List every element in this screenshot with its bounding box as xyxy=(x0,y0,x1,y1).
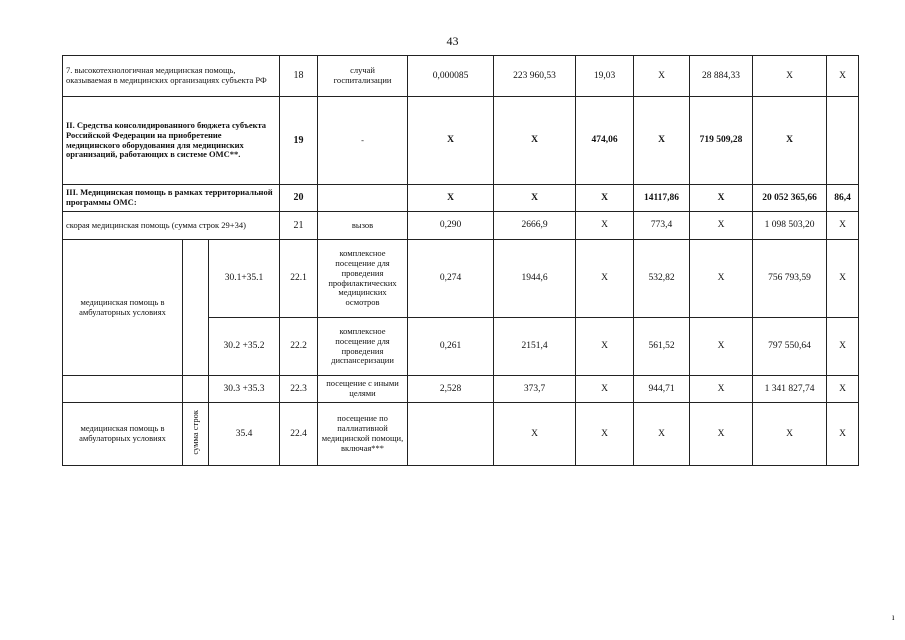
table-row xyxy=(63,97,859,185)
value-cell: 0,000085 xyxy=(408,56,494,97)
line-number: 22.4 xyxy=(280,403,318,466)
value-cell: X xyxy=(690,212,753,240)
value-cell: X xyxy=(690,376,753,403)
table-row xyxy=(63,240,859,318)
value-cell: X xyxy=(576,318,634,376)
value-cell: X xyxy=(827,56,859,97)
value-cell: X xyxy=(408,97,494,185)
value-cell: 2666,9 xyxy=(494,212,576,240)
value-cell: 944,71 xyxy=(634,376,690,403)
value-cell: 719 509,28 xyxy=(690,97,753,185)
sum-formula: 30.1+35.1 xyxy=(209,240,280,318)
unit-cell: - xyxy=(318,97,408,185)
row-name: медицинская помощь в амбулаторных условиях xyxy=(63,403,183,466)
empty-cell xyxy=(183,376,209,403)
value-cell: X xyxy=(827,318,859,376)
value-cell: 223 960,53 xyxy=(494,56,576,97)
value-cell: 14117,86 xyxy=(634,185,690,212)
unit-cell: вызов xyxy=(318,212,408,240)
empty-cell xyxy=(183,240,209,376)
value-cell: X xyxy=(494,97,576,185)
value-cell: X xyxy=(827,376,859,403)
table-row xyxy=(63,56,859,97)
value-cell: 0,261 xyxy=(408,318,494,376)
line-number: 22.2 xyxy=(280,318,318,376)
table-row xyxy=(63,403,859,466)
value-cell: X xyxy=(576,376,634,403)
table-row xyxy=(63,212,859,240)
row-name: III. Медицинская помощь в рамках территориальной программы ОМС: xyxy=(63,185,280,212)
value-cell: 474,06 xyxy=(576,97,634,185)
value-cell: X xyxy=(494,403,576,466)
unit-cell: комплексное посещение для проведения диспансеризации xyxy=(318,318,408,376)
value-cell: 20 052 365,66 xyxy=(753,185,827,212)
value-cell: X xyxy=(494,185,576,212)
sum-formula: 35.4 xyxy=(209,403,280,466)
vertical-label-cell xyxy=(183,403,209,466)
value-cell: 1 341 827,74 xyxy=(753,376,827,403)
value-cell: X xyxy=(576,185,634,212)
value-cell: X xyxy=(690,185,753,212)
value-cell: 2,528 xyxy=(408,376,494,403)
row-name: скорая медицинская помощь (сумма строк 29+34) xyxy=(63,212,280,240)
value-cell: X xyxy=(576,212,634,240)
ambulatory-label: медицинская помощь в амбулаторных условиях xyxy=(63,240,183,376)
line-number: 21 xyxy=(280,212,318,240)
sum-formula: 30.3 +35.3 xyxy=(209,376,280,403)
value-cell: 373,7 xyxy=(494,376,576,403)
row-name: II. Средства консолидированного бюджета субъекта Российской Федерации на приобретение медицинского оборудования для медицинских организаций, работающих в системе ОМС**. xyxy=(63,97,280,185)
value-cell: 2151,4 xyxy=(494,318,576,376)
value-cell: X xyxy=(827,240,859,318)
value-cell: X xyxy=(753,56,827,97)
value-cell: X xyxy=(827,403,859,466)
value-cell: 797 550,64 xyxy=(753,318,827,376)
value-cell xyxy=(827,97,859,185)
unit-cell: посещение по паллиативной медицинской помощи, включая*** xyxy=(318,403,408,466)
unit-cell xyxy=(318,185,408,212)
line-number: 19 xyxy=(280,97,318,185)
value-cell: 1 098 503,20 xyxy=(753,212,827,240)
value-cell: X xyxy=(576,403,634,466)
value-cell: 0,290 xyxy=(408,212,494,240)
edge-mark: ı xyxy=(892,612,895,622)
value-cell: X xyxy=(634,97,690,185)
value-cell: X xyxy=(827,212,859,240)
value-cell: X xyxy=(634,403,690,466)
value-cell: 561,52 xyxy=(634,318,690,376)
table-row xyxy=(63,185,859,212)
value-cell xyxy=(408,403,494,466)
value-cell: X xyxy=(753,97,827,185)
line-number: 22.1 xyxy=(280,240,318,318)
line-number: 18 xyxy=(280,56,318,97)
financing-table xyxy=(62,55,859,466)
value-cell: X xyxy=(753,403,827,466)
unit-cell: комплексное посещение для проведения профилактических медицинских осмотров xyxy=(318,240,408,318)
value-cell: X xyxy=(408,185,494,212)
value-cell: X xyxy=(690,403,753,466)
sum-formula: 30.2 +35.2 xyxy=(209,318,280,376)
value-cell: 28 884,33 xyxy=(690,56,753,97)
table-row xyxy=(63,376,859,403)
vertical-label: сумма строк xyxy=(189,410,200,455)
value-cell: X xyxy=(634,56,690,97)
value-cell: 756 793,59 xyxy=(753,240,827,318)
value-cell: 1944,6 xyxy=(494,240,576,318)
empty-cell xyxy=(63,376,183,403)
value-cell: 532,82 xyxy=(634,240,690,318)
line-number: 22.3 xyxy=(280,376,318,403)
value-cell: X xyxy=(690,318,753,376)
line-number: 20 xyxy=(280,185,318,212)
value-cell: 86,4 xyxy=(827,185,859,212)
value-cell: X xyxy=(576,240,634,318)
value-cell: 19,03 xyxy=(576,56,634,97)
row-name: 7. высокотехнологичная медицинская помощь, оказываемая в медицинских организациях субъекта РФ xyxy=(63,56,280,97)
value-cell: 0,274 xyxy=(408,240,494,318)
value-cell: 773,4 xyxy=(634,212,690,240)
value-cell: X xyxy=(690,240,753,318)
unit-cell: посещение с иными целями xyxy=(318,376,408,403)
page-number: 43 xyxy=(446,34,459,48)
unit-cell: случай госпитализации xyxy=(318,56,408,97)
